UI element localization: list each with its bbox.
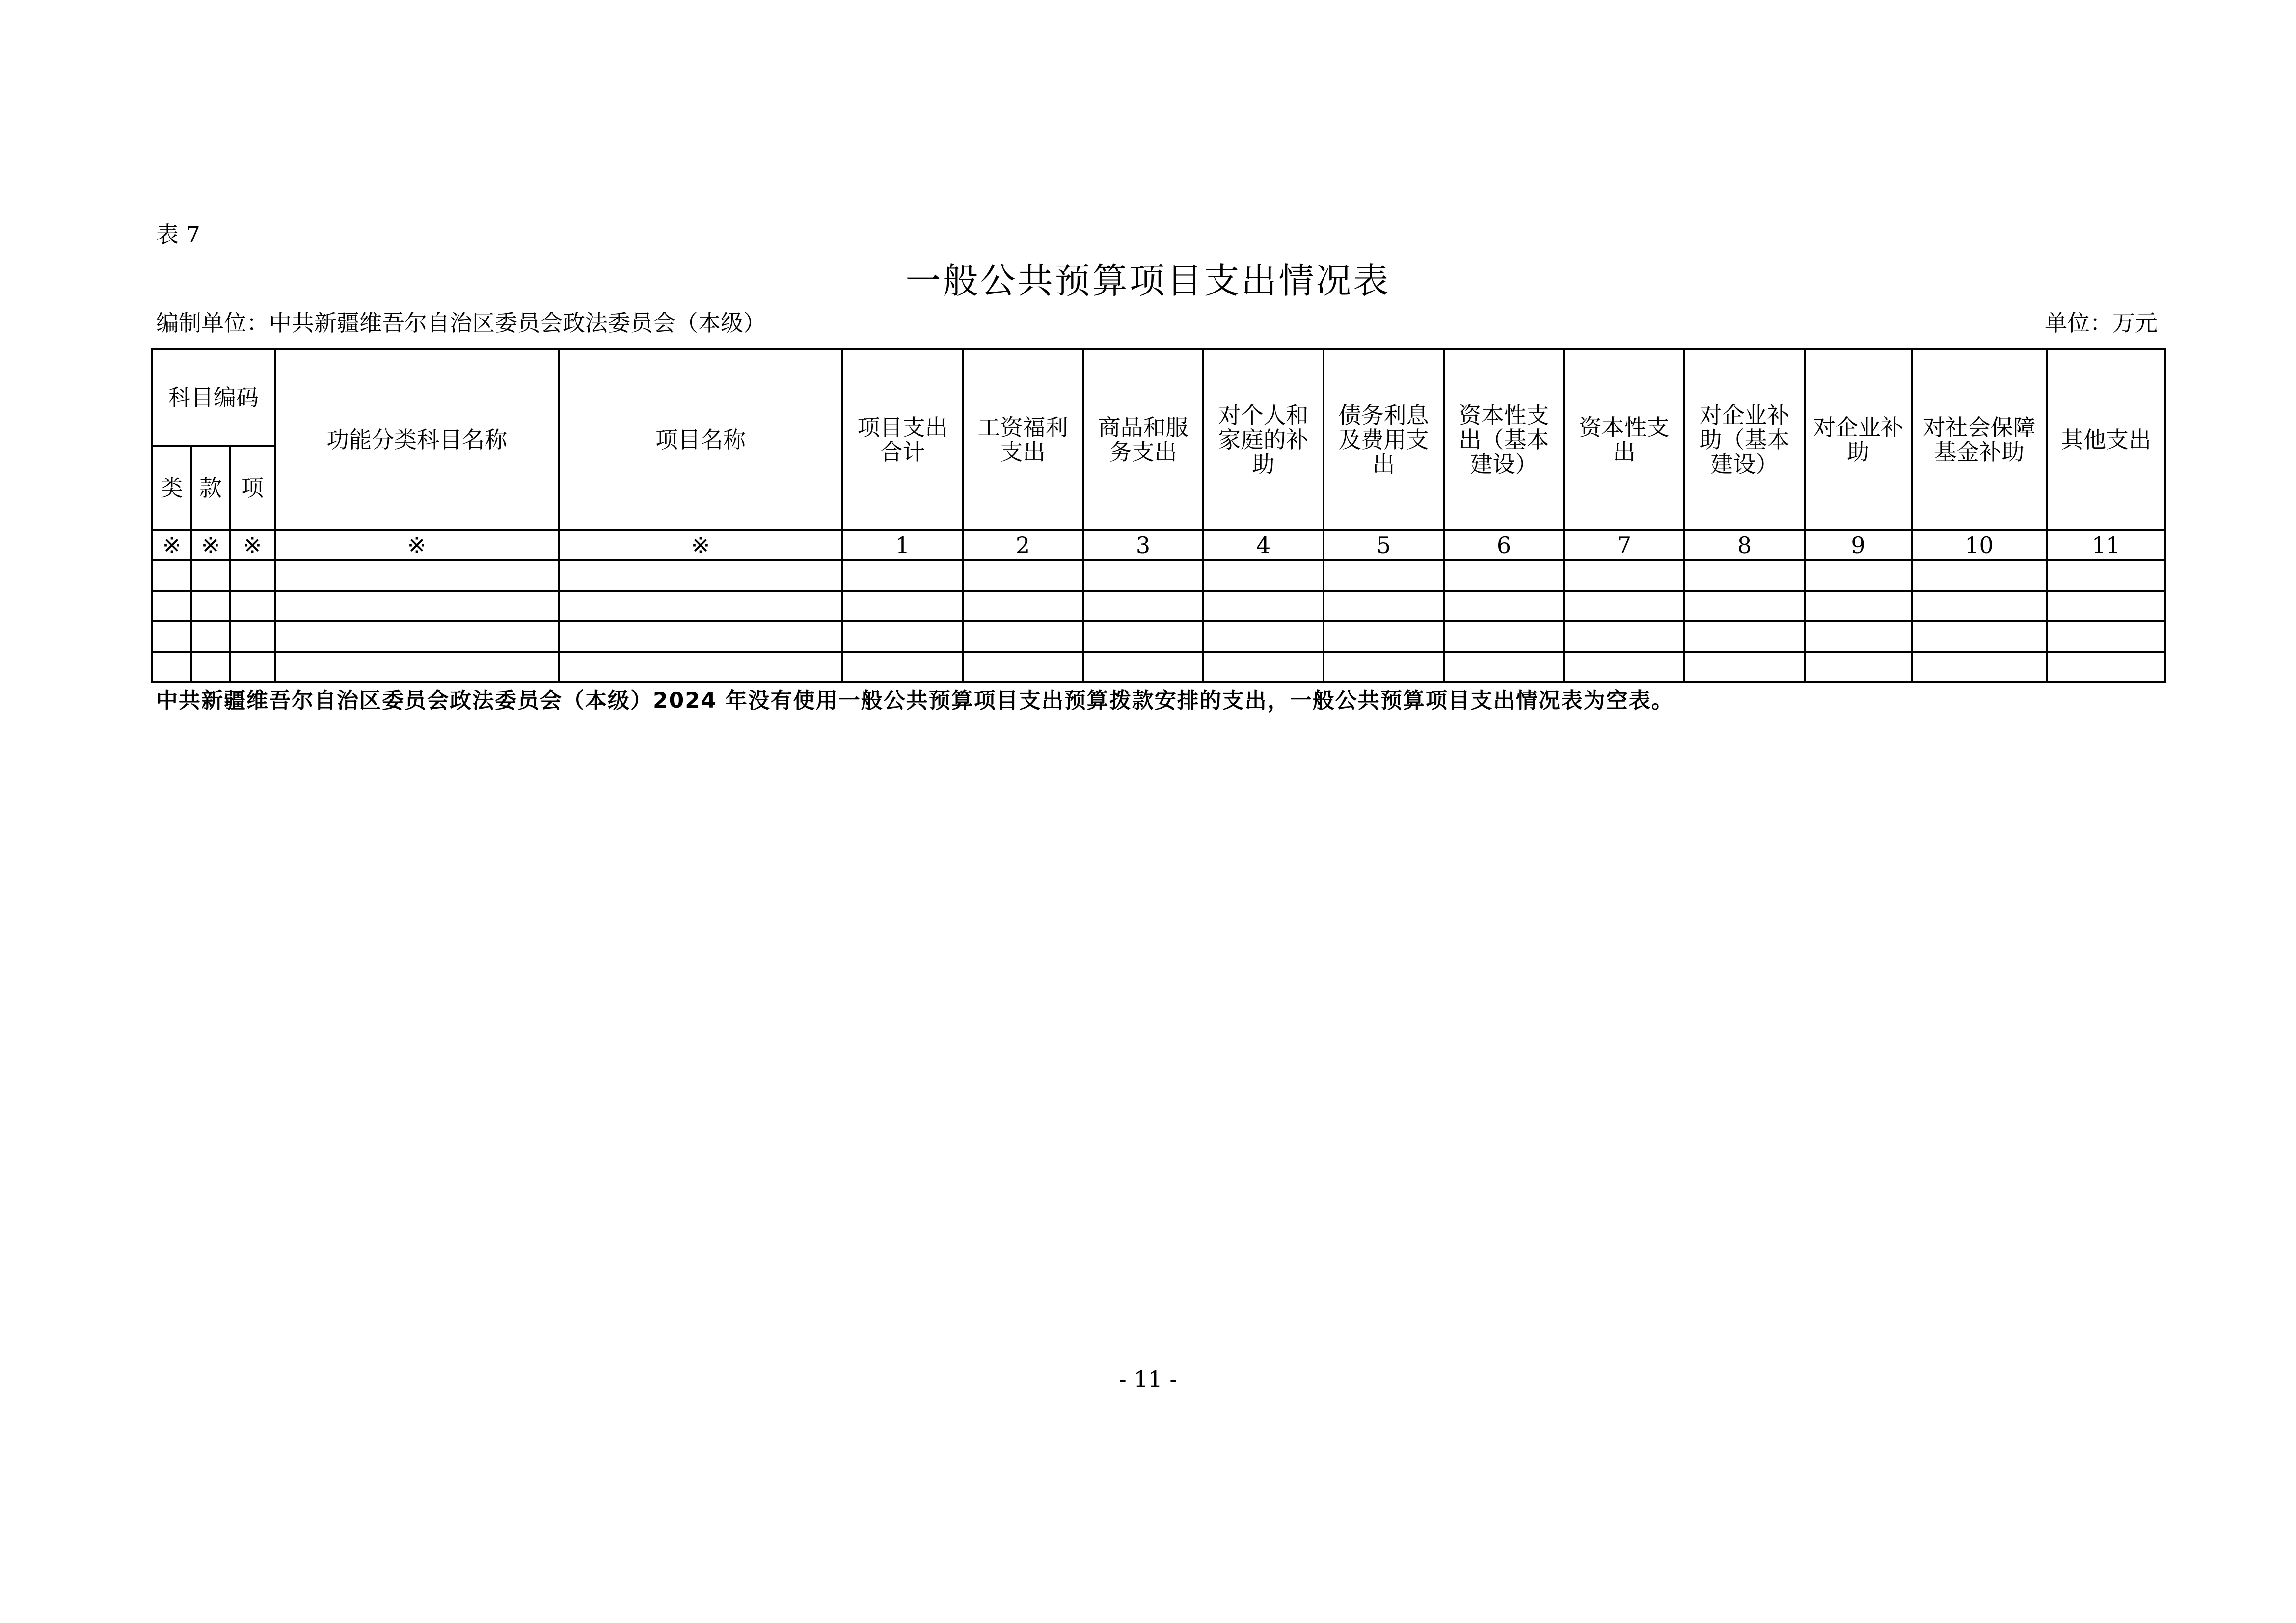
table-cell [1564,591,1684,621]
index-cell: 11 [2047,530,2165,560]
compiler-unit-row [156,308,2158,338]
table-cell [1083,652,1203,682]
table-cell [1805,591,1912,621]
table-cell [842,621,963,652]
table-cell [275,560,559,591]
header-social-security-subsidy: 对社会保障基金补助 [1912,349,2047,530]
table-cell [2047,621,2165,652]
table-cell [842,560,963,591]
table-cell [963,591,1083,621]
table-cell [1203,621,1324,652]
table-cell [963,652,1083,682]
table-cell [1324,560,1444,591]
header-enterprise-subsidy: 对企业补助 [1805,349,1912,530]
table-cell [1805,652,1912,682]
index-cell: 8 [1684,530,1805,560]
table-cell [191,652,230,682]
compiler-label: 编制单位：中共新疆维吾尔自治区委员会政法委员会（本级） [156,310,766,336]
table-cell [559,591,842,621]
table-cell [1444,652,1564,682]
table-cell [191,560,230,591]
index-cell: 10 [1912,530,2047,560]
index-cell: 4 [1203,530,1324,560]
table-cell [152,652,191,682]
table-cell [559,560,842,591]
table-cell [1564,560,1684,591]
table-cell [1684,621,1805,652]
table-cell [1203,652,1324,682]
index-cell: 2 [963,530,1083,560]
table-cell [191,621,230,652]
table-cell [1684,652,1805,682]
table-cell [1805,621,1912,652]
table-cell [152,560,191,591]
budget-table [151,348,2166,683]
header-row-top [152,349,2165,446]
index-cell: 6 [1444,530,1564,560]
table-cell [2047,591,2165,621]
table-row [152,652,2165,682]
index-cell: 7 [1564,530,1684,560]
table-cell [1684,591,1805,621]
table-cell [1083,591,1203,621]
header-project-name: 项目名称 [559,349,842,530]
index-cell: 3 [1083,530,1203,560]
table-cell [1203,591,1324,621]
header-code-class: 类 [152,446,191,530]
table-cell [2047,560,2165,591]
table-cell [559,652,842,682]
index-cell: 5 [1324,530,1444,560]
table-cell [1444,591,1564,621]
table-cell [1324,652,1444,682]
table-cell [1083,621,1203,652]
table-cell [275,652,559,682]
header-goods-services: 商品和服务支出 [1083,349,1203,530]
table-cell [1444,621,1564,652]
table-cell [275,621,559,652]
header-debt-interest: 债务利息及费用支出 [1324,349,1444,530]
header-individual-family-subsidy: 对个人和家庭的补助 [1203,349,1324,530]
header-capital-expenditure: 资本性支出 [1564,349,1684,530]
index-cell: ※ [275,530,559,560]
table-cell [842,591,963,621]
header-capital-infrastructure: 资本性支出（基本建设） [1444,349,1564,530]
table-cell [152,591,191,621]
index-cell: ※ [191,530,230,560]
header-other-expenditure: 其他支出 [2047,349,2165,530]
table-cell [1083,560,1203,591]
table-cell [152,621,191,652]
table-cell [559,621,842,652]
empty-table-note: 中共新疆维吾尔自治区委员会政法委员会（本级）2024 年没有使用一般公共预算项目支出预算拨款安排的支出，一般公共预算项目支出情况表为空表。 [156,688,1674,713]
table-cell [1324,621,1444,652]
table-cell [1684,560,1805,591]
index-cell: ※ [559,530,842,560]
table-cell [230,591,275,621]
table-cell [1203,560,1324,591]
table-cell [1912,560,2047,591]
table-cell [191,591,230,621]
header-function-class-name: 功能分类科目名称 [275,349,559,530]
index-cell: 9 [1805,530,1912,560]
table-cell [1564,621,1684,652]
table-cell [1444,560,1564,591]
table-cell [230,560,275,591]
table-number: 表 7 [156,221,200,248]
table-cell [1805,560,1912,591]
subject-code-header: 科目编码 [152,349,275,446]
header-code-item: 项 [230,446,275,530]
table-cell [230,621,275,652]
header-wages-welfare: 工资福利支出 [963,349,1083,530]
index-cell: ※ [152,530,191,560]
header-enterprise-subsidy-infrastructure: 对企业补助（基本建设） [1684,349,1805,530]
header-code-section: 款 [191,446,230,530]
table-cell [275,591,559,621]
table-cell [1324,591,1444,621]
table-cell [963,621,1083,652]
table-cell [2047,652,2165,682]
header-project-total: 项目支出合计 [842,349,963,530]
table-row [152,560,2165,591]
table-cell [1912,652,2047,682]
column-index-row [152,530,2165,560]
page-title: 一般公共预算项目支出情况表 [905,260,1391,301]
index-cell: 1 [842,530,963,560]
table-row [152,621,2165,652]
table-cell [842,652,963,682]
page-number: - 11 - [1119,1366,1177,1392]
table-row [152,591,2165,621]
index-cell: ※ [230,530,275,560]
table-cell [1912,591,2047,621]
table-cell [1564,652,1684,682]
unit-label: 单位：万元 [2045,310,2158,336]
table-cell [230,652,275,682]
table-cell [1912,621,2047,652]
table-cell [963,560,1083,591]
